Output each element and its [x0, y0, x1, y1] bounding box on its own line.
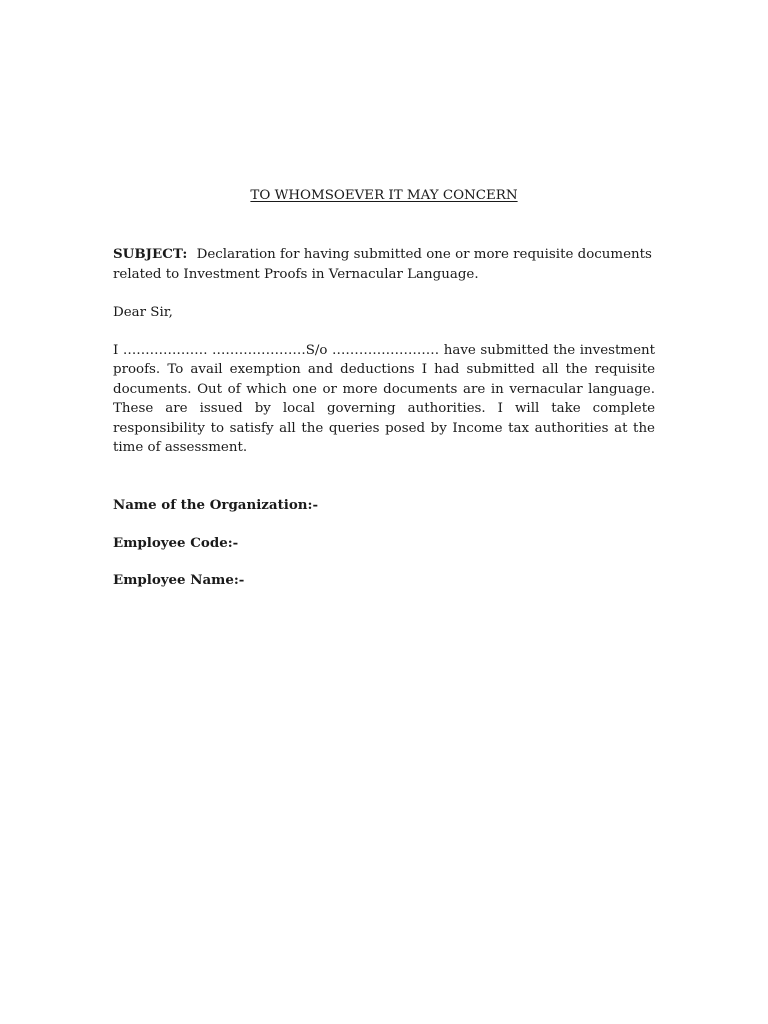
- salutation: Dear Sir,: [113, 305, 173, 320]
- subject-text: Declaration for having submitted one or more requisite documents related to Investment Proofs in Vernacular Language.: [113, 247, 652, 282]
- subject-paragraph: [113, 245, 658, 284]
- organization-name-field: Name of the Organization:-: [113, 497, 319, 513]
- subject-separator: :: [182, 246, 197, 262]
- employee-code-field: Employee Code:-: [113, 535, 239, 551]
- document-title-block: [0, 186, 768, 206]
- employee-name-field: Employee Name:-: [113, 572, 245, 588]
- declaration-body: I ………………. …………………S/o …………………… have submitted the investment proofs. To avail exemption and deductions I had submitted all the requisite documents. Out of which one or more documents are in vernacular language. These are issued by local governing authorities. I will take complete responsibility to satisfy all the queries posed by Income tax authorities at the time of assessment.: [113, 343, 655, 456]
- subject-label: SUBJECT: [113, 246, 183, 262]
- document-title: TO WHOMSOEVER IT MAY CONCERN: [250, 188, 518, 203]
